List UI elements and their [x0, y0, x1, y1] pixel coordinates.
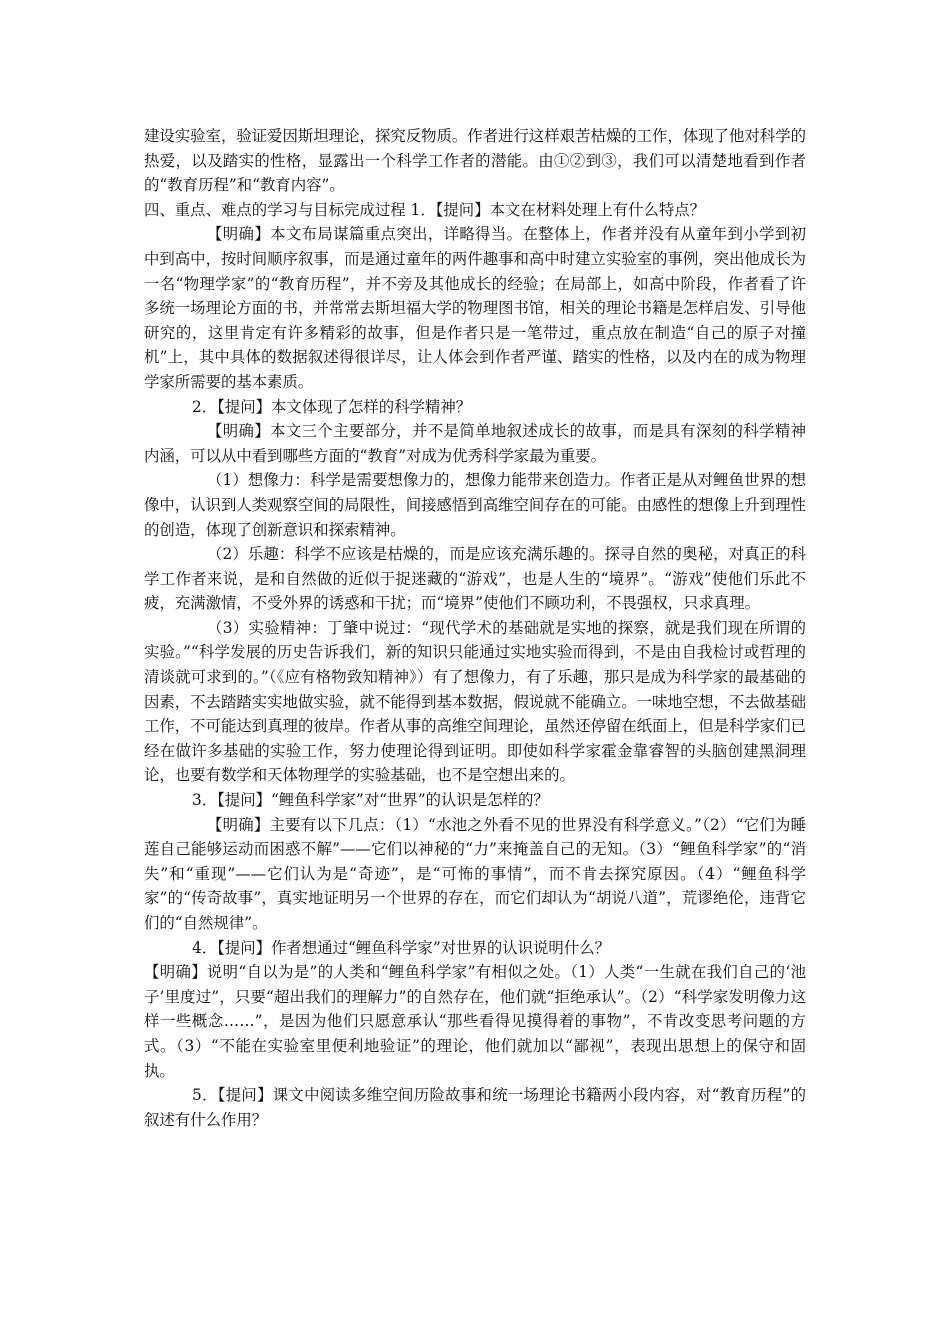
document-page [144, 124, 806, 1132]
point-fun: （2）乐趣：科学不应该是枯燥的，而是应该充满乐趣的。探寻自然的奥秘，对真正的科学工作者来说，是和自然做的近似于捉迷藏的“游戏”，也是人生的“境界”。“游戏”使他们乐此不疲，充满激情，不受外界的诱惑和干扰；而“境界”使他们不顾功利，不畏强权，只求真理。 [144, 545, 806, 613]
section-heading-four: 四、重点、难点的学习与目标完成过程 1．【提问】本文在材料处理上有什么特点？ [144, 200, 706, 219]
answer-material-handling: 【明确】本文布局谋篇重点突出，详略得当。在整体上，作者并没有从童年到小学到初中到高中，按时间顺序叙事，而是通过童年的两件趣事和高中时建立实验室的事例，突出他成长为一名“物理学家”的“教育历程”，并不旁及其他成长的经验；在局部上，如高中阶段，作者看了许多统一场理论方面的书，并常常去斯坦福大学的物理图书馆，相关的理论书籍是怎样启发、引导他研究的，这里肯定有许多精彩的故事，但是作者只是一笔带过，重点放在制造“自己的原子对撞机”上，其中具体的数据叙述得很详尽，让人体会到作者严谨、踏实的性格，以及内在的成为物理学家所需要的基本素质。 [144, 225, 806, 391]
answer-human-similarity: 【明确】说明“自以为是”的人类和“鲤鱼科学家”有相似之处。（1）人类“一生就在我们自己的‘池子’里度过”，只要“超出我们的理解力”的自然存在，他们就“拒绝承认”。（2）“科学家发明像力这样一些概念……”，是因为他们只愿意承认“那些看得见摸得着的事物”，不肯改变思考问题的方式。（3）“不能在实验室里便利地验证”的理论，他们就加以“鄙视”，表现出思想上的保守和固执。 [144, 963, 806, 1080]
question-2: 2．【提问】本文体现了怎样的科学精神？ [192, 397, 472, 416]
paragraph-lab-conclusion: 建设实验室，验证爱因斯坦理论，探究反物质。作者进行这样艰苦枯燥的工作，体现了他对科学的热爱，以及踏实的性格，显露出一个科学工作者的潜能。由①②到③，我们可以清楚地看到作者的“教育历程”和“教育内容”。 [144, 127, 806, 195]
answer-scientific-spirit: 【明确】本文三个主要部分，并不是简单地叙述成长的故事，而是具有深刻的科学精神内涵，可以从中看到哪些方面的“教育”对成为优秀科学家最为重要。 [144, 422, 806, 465]
answer-carp-scientist: 【明确】主要有以下几点：（1）“水池之外看不见的世界没有科学意义。”（2）“它们为睡莲自己能够运动而困惑不解”——它们以神秘的“力”来掩盖自己的无知。（3）“鲤鱼科学家”的“消失”和“重现”——它们认为是“奇迹”，是“可怖的事情”，而不肯去探究原因。（4）“鲤鱼科学家”的“传奇故事”，真实地证明另一个世界的存在，而它们却认为“胡说八道”，荒谬绝伦，违背它们的“自然规律”。 [144, 815, 806, 932]
point-experiment-spirit: （3）实验精神：丁肇中说过：“现代学术的基础就是实地的探察，就是我们现在所谓的实验。”“科学发展的历史告诉我们，新的知识只能通过实地实验而得到，不是由自我检讨或哲理的清谈就可求到的。”（《应有格物致知精神》）有了想像力，有了乐趣，那只是成为科学家的最基础的因素，不去踏踏实实地做实验，就不能得到基本数据，假说就不能确立。一味地空想，不去做基础工作，不可能达到真理的彼岸。作者从事的高维空间理论，虽然还停留在纸面上，但是科学家们已经在做许多基础的实验工作，努力使理论得到证明。即使如科学家霍金靠睿智的头脑创建黑洞理论，也要有数学和天体物理学的实验基础，也不是空想出来的。 [144, 618, 806, 785]
question-4: 4．【提问】作者想通过“鲤鱼科学家”对世界的认识说明什么？ [192, 938, 610, 957]
point-imagination: （1）想像力：科学是需要想像力的，想像力能带来创造力。作者正是从对鲤鱼世界的想像中，认识到人类观察空间的局限性，间接感悟到高维空间存在的可能。由感性的想像上升到理性的创造，体现了创新意识和探索精神。 [144, 471, 806, 539]
question-3: 3．【提问】“鲤鱼科学家”对“世界”的认识是怎样的？ [192, 791, 549, 810]
question-5: 5．【提问】课文中阅读多维空间历险故事和统一场理论书籍两小段内容，对“教育历程”的叙述有什么作用？ [144, 1086, 806, 1129]
